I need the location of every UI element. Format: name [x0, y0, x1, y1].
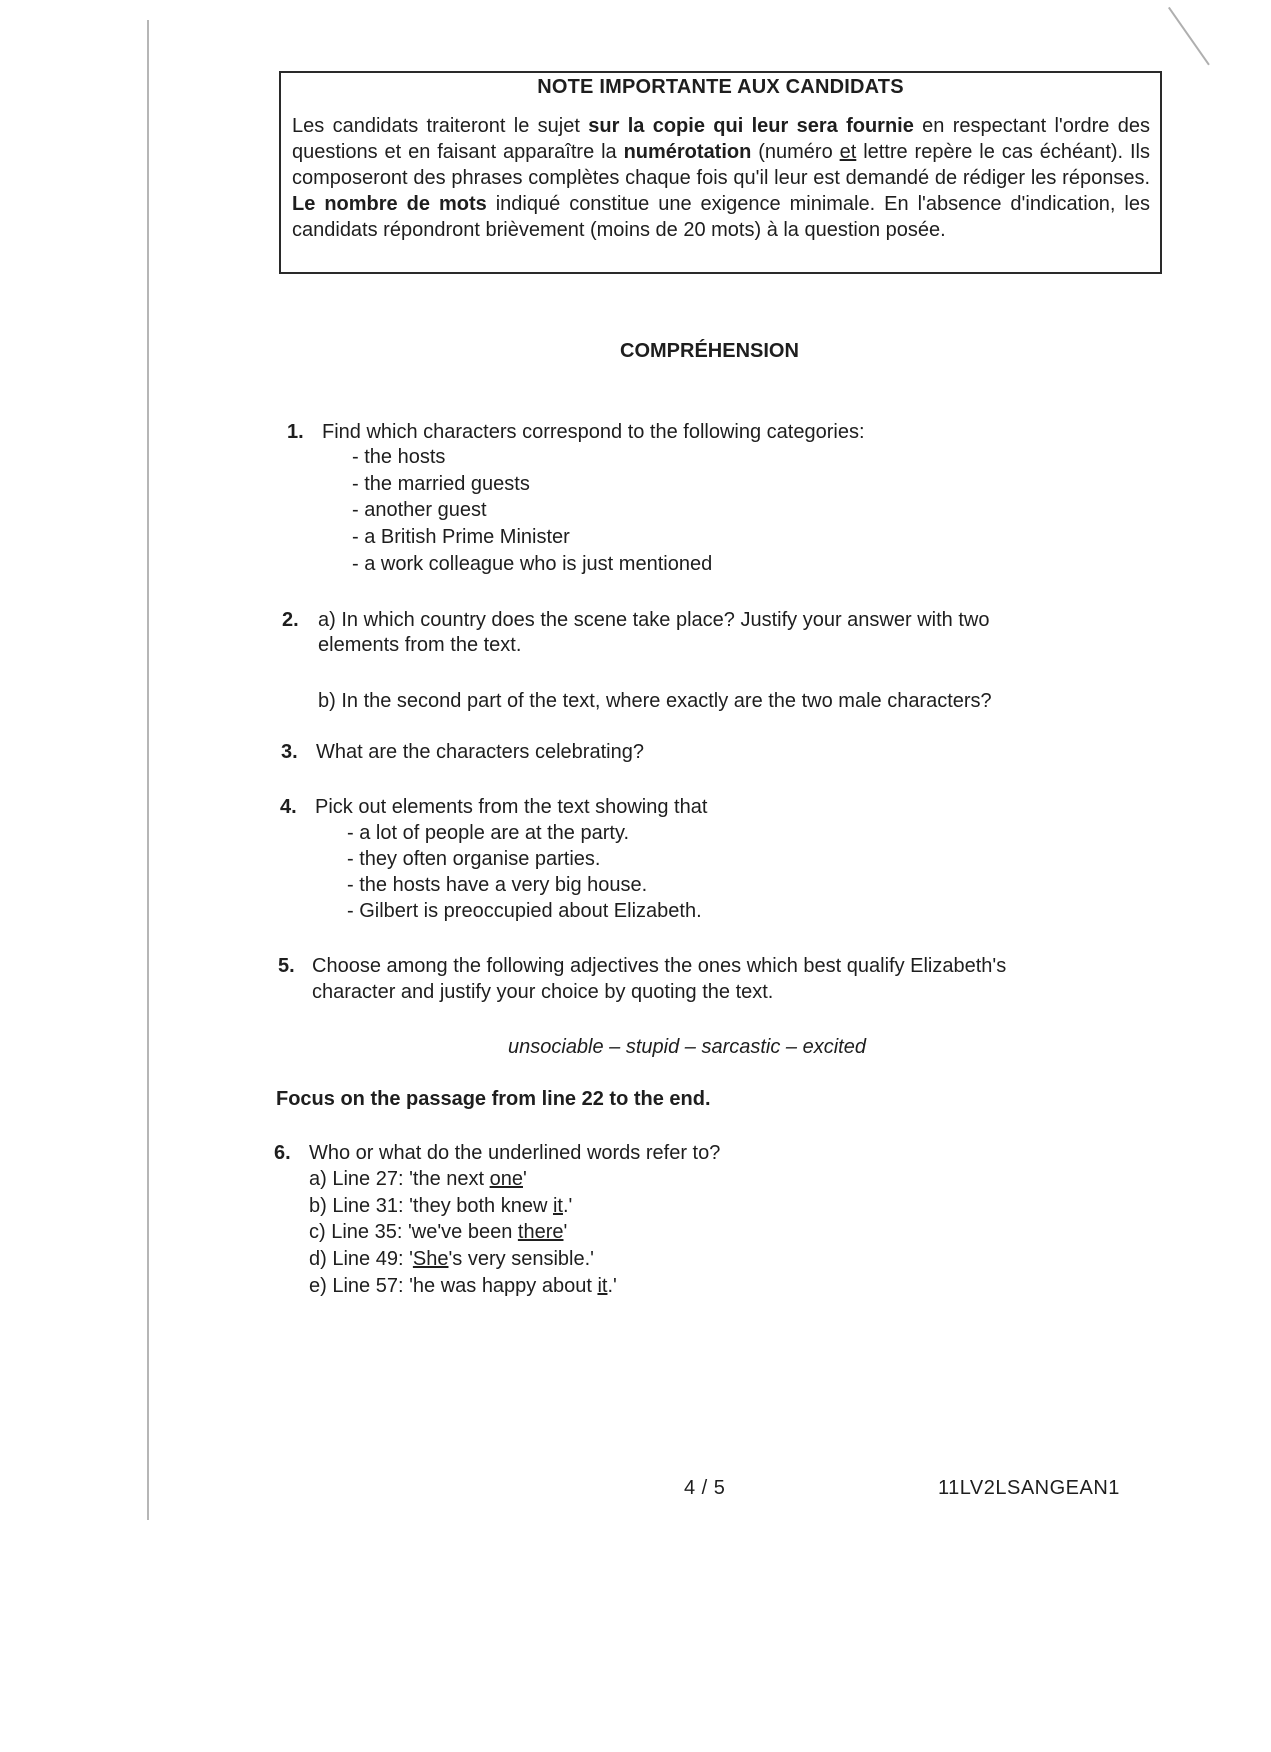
underlined-word: She	[412, 1248, 449, 1270]
note-bold-text: numérotation	[623, 141, 752, 163]
note-text: Les candidats traiteront le sujet	[292, 115, 589, 137]
document-code: 11LV2LSANGEAN1	[938, 1477, 1120, 1499]
question-2a-text-cont: elements from the text.	[318, 634, 522, 656]
question-2a-text: a) In which country does the scene take place? Justify your answer with two	[318, 609, 990, 631]
item-text: '	[522, 1168, 527, 1190]
question-2b-text: b) In the second part of the text, where exactly are the two male characters?	[318, 690, 992, 712]
question-5-number: 5.	[278, 955, 295, 977]
section-title: COMPRÉHENSION	[620, 340, 799, 362]
focus-instruction: Focus on the passage from line 22 to the end.	[276, 1088, 711, 1110]
item-text: .'	[607, 1275, 617, 1297]
scan-margin-line	[147, 20, 149, 1520]
item-text: d) Line 49: '	[309, 1248, 413, 1270]
question-3-text: What are the characters celebrating?	[316, 741, 644, 763]
item-text: 's very sensible.'	[448, 1248, 594, 1270]
note-underlined-text: et	[839, 141, 857, 163]
item-text: e) Line 57: 'he was happy about	[309, 1275, 598, 1297]
list-item: - a British Prime Minister	[352, 526, 570, 548]
note-text: indiqué constitue une exigence minimale. En l'absence d'indication, les candidats répondront brièvement (moins de 20 mots) à la question posée.	[292, 193, 1150, 241]
list-item: - a lot of people are at the party.	[347, 822, 630, 844]
question-5-text: Choose among the following adjectives the ones which best qualify Elizabeth's	[312, 955, 1007, 977]
question-6-text: Who or what do the underlined words refer to?	[309, 1142, 721, 1164]
list-item	[309, 1195, 572, 1218]
list-item: - Gilbert is preoccupied about Elizabeth.	[347, 900, 702, 922]
item-text: c) Line 35: 'we've been	[309, 1221, 518, 1243]
underlined-word: one	[489, 1168, 523, 1190]
note-bold-text: sur la copie qui leur sera fournie	[588, 115, 914, 137]
item-text: '	[563, 1221, 568, 1243]
underlined-word: it	[552, 1195, 563, 1217]
note-text: lettre repère le cas échéant). Ils composeront des phrases complètes chaque fois qu'il leur est demandé de rédiger les réponses.	[292, 141, 1150, 189]
item-text: a) Line 27: 'the next	[309, 1168, 490, 1190]
question-1-text: Find which characters correspond to the following categories:	[322, 421, 865, 443]
list-item	[309, 1275, 617, 1298]
question-4-text: Pick out elements from the text showing that	[315, 796, 708, 818]
list-item: - the hosts	[352, 446, 446, 468]
list-item: - the hosts have a very big house.	[347, 874, 648, 896]
list-item: - a work colleague who is just mentioned	[352, 553, 713, 575]
list-item	[309, 1168, 527, 1191]
list-item: - another guest	[352, 499, 487, 521]
item-text: .'	[562, 1195, 573, 1217]
question-6-number: 6.	[274, 1142, 291, 1164]
underlined-word: it	[597, 1275, 608, 1297]
underlined-word: there	[517, 1221, 564, 1243]
question-2-number: 2.	[282, 609, 299, 631]
note-text: (numéro	[751, 141, 840, 163]
note-title: NOTE IMPORTANTE AUX CANDIDATS	[537, 76, 904, 98]
list-item	[309, 1221, 567, 1244]
item-text: b) Line 31: 'they both knew	[309, 1195, 553, 1217]
note-text: en respectant l'ordre des questions et en faisant apparaître la	[292, 115, 1151, 163]
note-bold-text: Le nombre de mots	[292, 193, 487, 215]
note-body	[292, 113, 1150, 243]
question-3-number: 3.	[281, 741, 298, 763]
list-item: - they often organise parties.	[347, 848, 601, 870]
scan-corner-mark	[1168, 7, 1210, 65]
list-item: - the married guests	[352, 473, 530, 495]
adjectives-list: unsociable – stupid – sarcastic – excited	[508, 1036, 866, 1058]
question-5-text-cont: character and justify your choice by quoting the text.	[312, 981, 774, 1003]
page-number: 4 / 5	[684, 1477, 726, 1499]
question-1-number: 1.	[287, 421, 304, 443]
list-item	[309, 1248, 594, 1271]
question-4-number: 4.	[280, 796, 297, 818]
note-box	[279, 71, 1162, 274]
